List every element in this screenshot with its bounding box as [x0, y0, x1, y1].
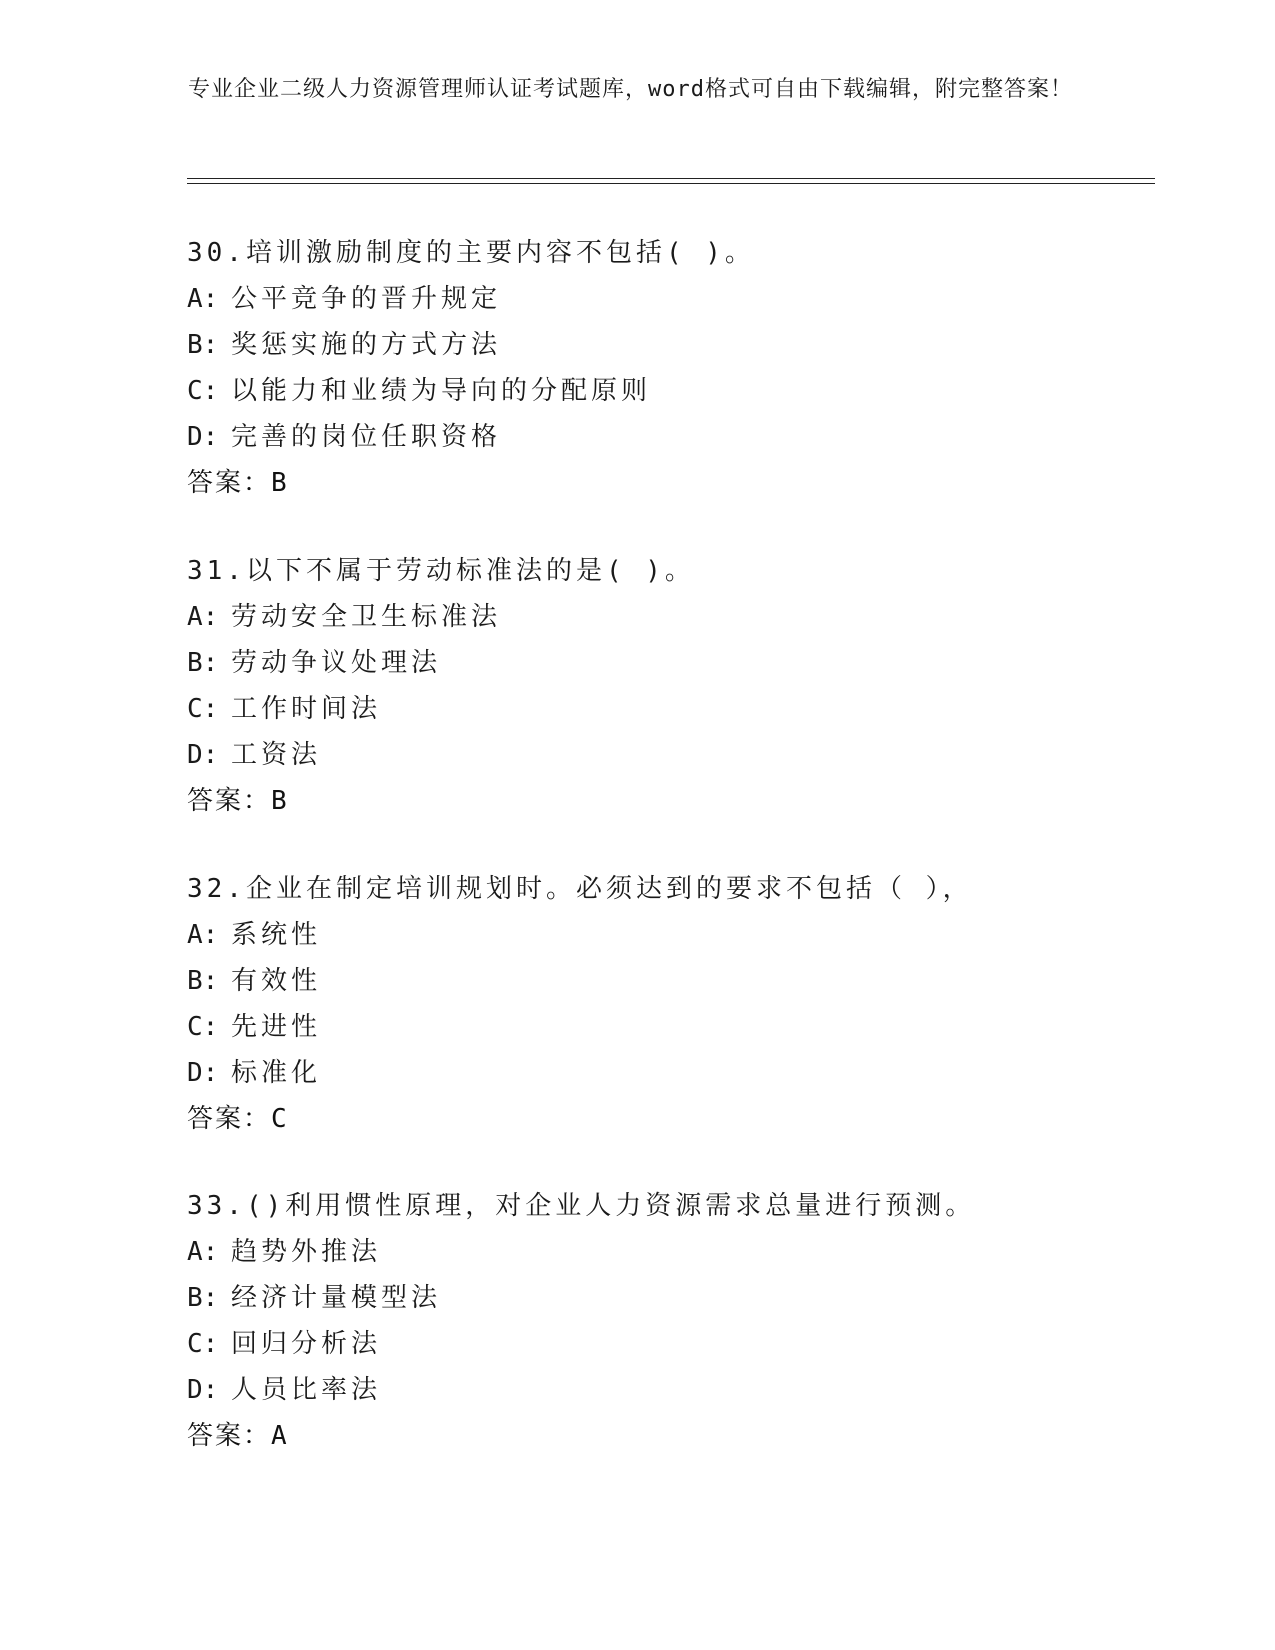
- option-text: 劳动安全卫生标准法: [231, 602, 502, 632]
- option-text: 人员比率法: [231, 1375, 382, 1405]
- header-divider-top: [187, 178, 1155, 179]
- answer-value: B: [271, 468, 289, 498]
- option-text: 完善的岗位任职资格: [231, 422, 502, 452]
- option-text: 经济计量模型法: [231, 1283, 442, 1313]
- option-key: D:: [187, 1375, 219, 1405]
- question-30: [187, 230, 1147, 506]
- question-stem: 33.()利用惯性原理，对企业人力资源需求总量进行预测。: [187, 1191, 976, 1221]
- option-key: B:: [187, 966, 219, 996]
- answer-label: 答案：: [187, 1104, 272, 1134]
- option-text: 奖惩实施的方式方法: [231, 330, 502, 360]
- answer-label: 答案：: [187, 1421, 272, 1451]
- option-key: A:: [187, 602, 219, 632]
- question-stem: 30.培训激励制度的主要内容不包括( )。: [187, 238, 755, 268]
- answer-label: 答案：: [187, 468, 272, 498]
- option-a: [187, 1229, 1147, 1275]
- option-b: [187, 640, 1147, 686]
- question-33: [187, 1183, 1147, 1459]
- option-key: B:: [187, 1283, 219, 1313]
- option-a: [187, 594, 1147, 640]
- option-key: C:: [187, 694, 219, 724]
- question-32: [187, 866, 1147, 1142]
- option-c: [187, 1321, 1147, 1367]
- option-text: 工作时间法: [231, 694, 382, 724]
- answer-value: C: [271, 1104, 289, 1134]
- question-stem: 31.以下不属于劳动标准法的是( )。: [187, 556, 695, 586]
- option-c: [187, 1004, 1147, 1050]
- question-31: [187, 548, 1147, 824]
- option-key: A:: [187, 284, 219, 314]
- option-text: 系统性: [231, 920, 322, 950]
- header-divider-bottom: [187, 183, 1155, 184]
- option-text: 标准化: [231, 1058, 322, 1088]
- answer-value: A: [271, 1421, 289, 1451]
- option-b: [187, 322, 1147, 368]
- option-text: 以能力和业绩为导向的分配原则: [231, 376, 652, 406]
- option-c: [187, 368, 1147, 414]
- option-d: [187, 1050, 1147, 1096]
- option-key: C:: [187, 1012, 219, 1042]
- answer-value: B: [271, 786, 289, 816]
- option-key: D:: [187, 422, 219, 452]
- question-stem: 32.企业在制定培训规划时。必须达到的要求不包括（ ），: [187, 874, 973, 904]
- answer-line: [187, 460, 1147, 506]
- answer-line: [187, 1413, 1147, 1459]
- option-key: C:: [187, 376, 219, 406]
- option-text: 先进性: [231, 1012, 322, 1042]
- option-b: [187, 1275, 1147, 1321]
- option-a: [187, 912, 1147, 958]
- option-d: [187, 732, 1147, 778]
- option-text: 公平竞争的晋升规定: [231, 284, 502, 314]
- option-a: [187, 276, 1147, 322]
- option-key: A:: [187, 920, 219, 950]
- answer-line: [187, 1096, 1147, 1142]
- option-key: B:: [187, 330, 219, 360]
- option-text: 劳动争议处理法: [231, 648, 442, 678]
- option-key: C:: [187, 1329, 219, 1359]
- option-key: B:: [187, 648, 219, 678]
- option-text: 趋势外推法: [231, 1237, 382, 1267]
- option-text: 有效性: [231, 966, 322, 996]
- answer-line: [187, 778, 1147, 824]
- option-key: D:: [187, 740, 219, 770]
- document-header: 专业企业二级人力资源管理师认证考试题库，word格式可自由下载编辑，附完整答案！: [188, 77, 1073, 102]
- option-text: 工资法: [231, 740, 322, 770]
- option-text: 回归分析法: [231, 1329, 382, 1359]
- option-d: [187, 414, 1147, 460]
- option-b: [187, 958, 1147, 1004]
- option-key: D:: [187, 1058, 219, 1088]
- answer-label: 答案：: [187, 786, 272, 816]
- option-d: [187, 1367, 1147, 1413]
- option-key: A:: [187, 1237, 219, 1267]
- option-c: [187, 686, 1147, 732]
